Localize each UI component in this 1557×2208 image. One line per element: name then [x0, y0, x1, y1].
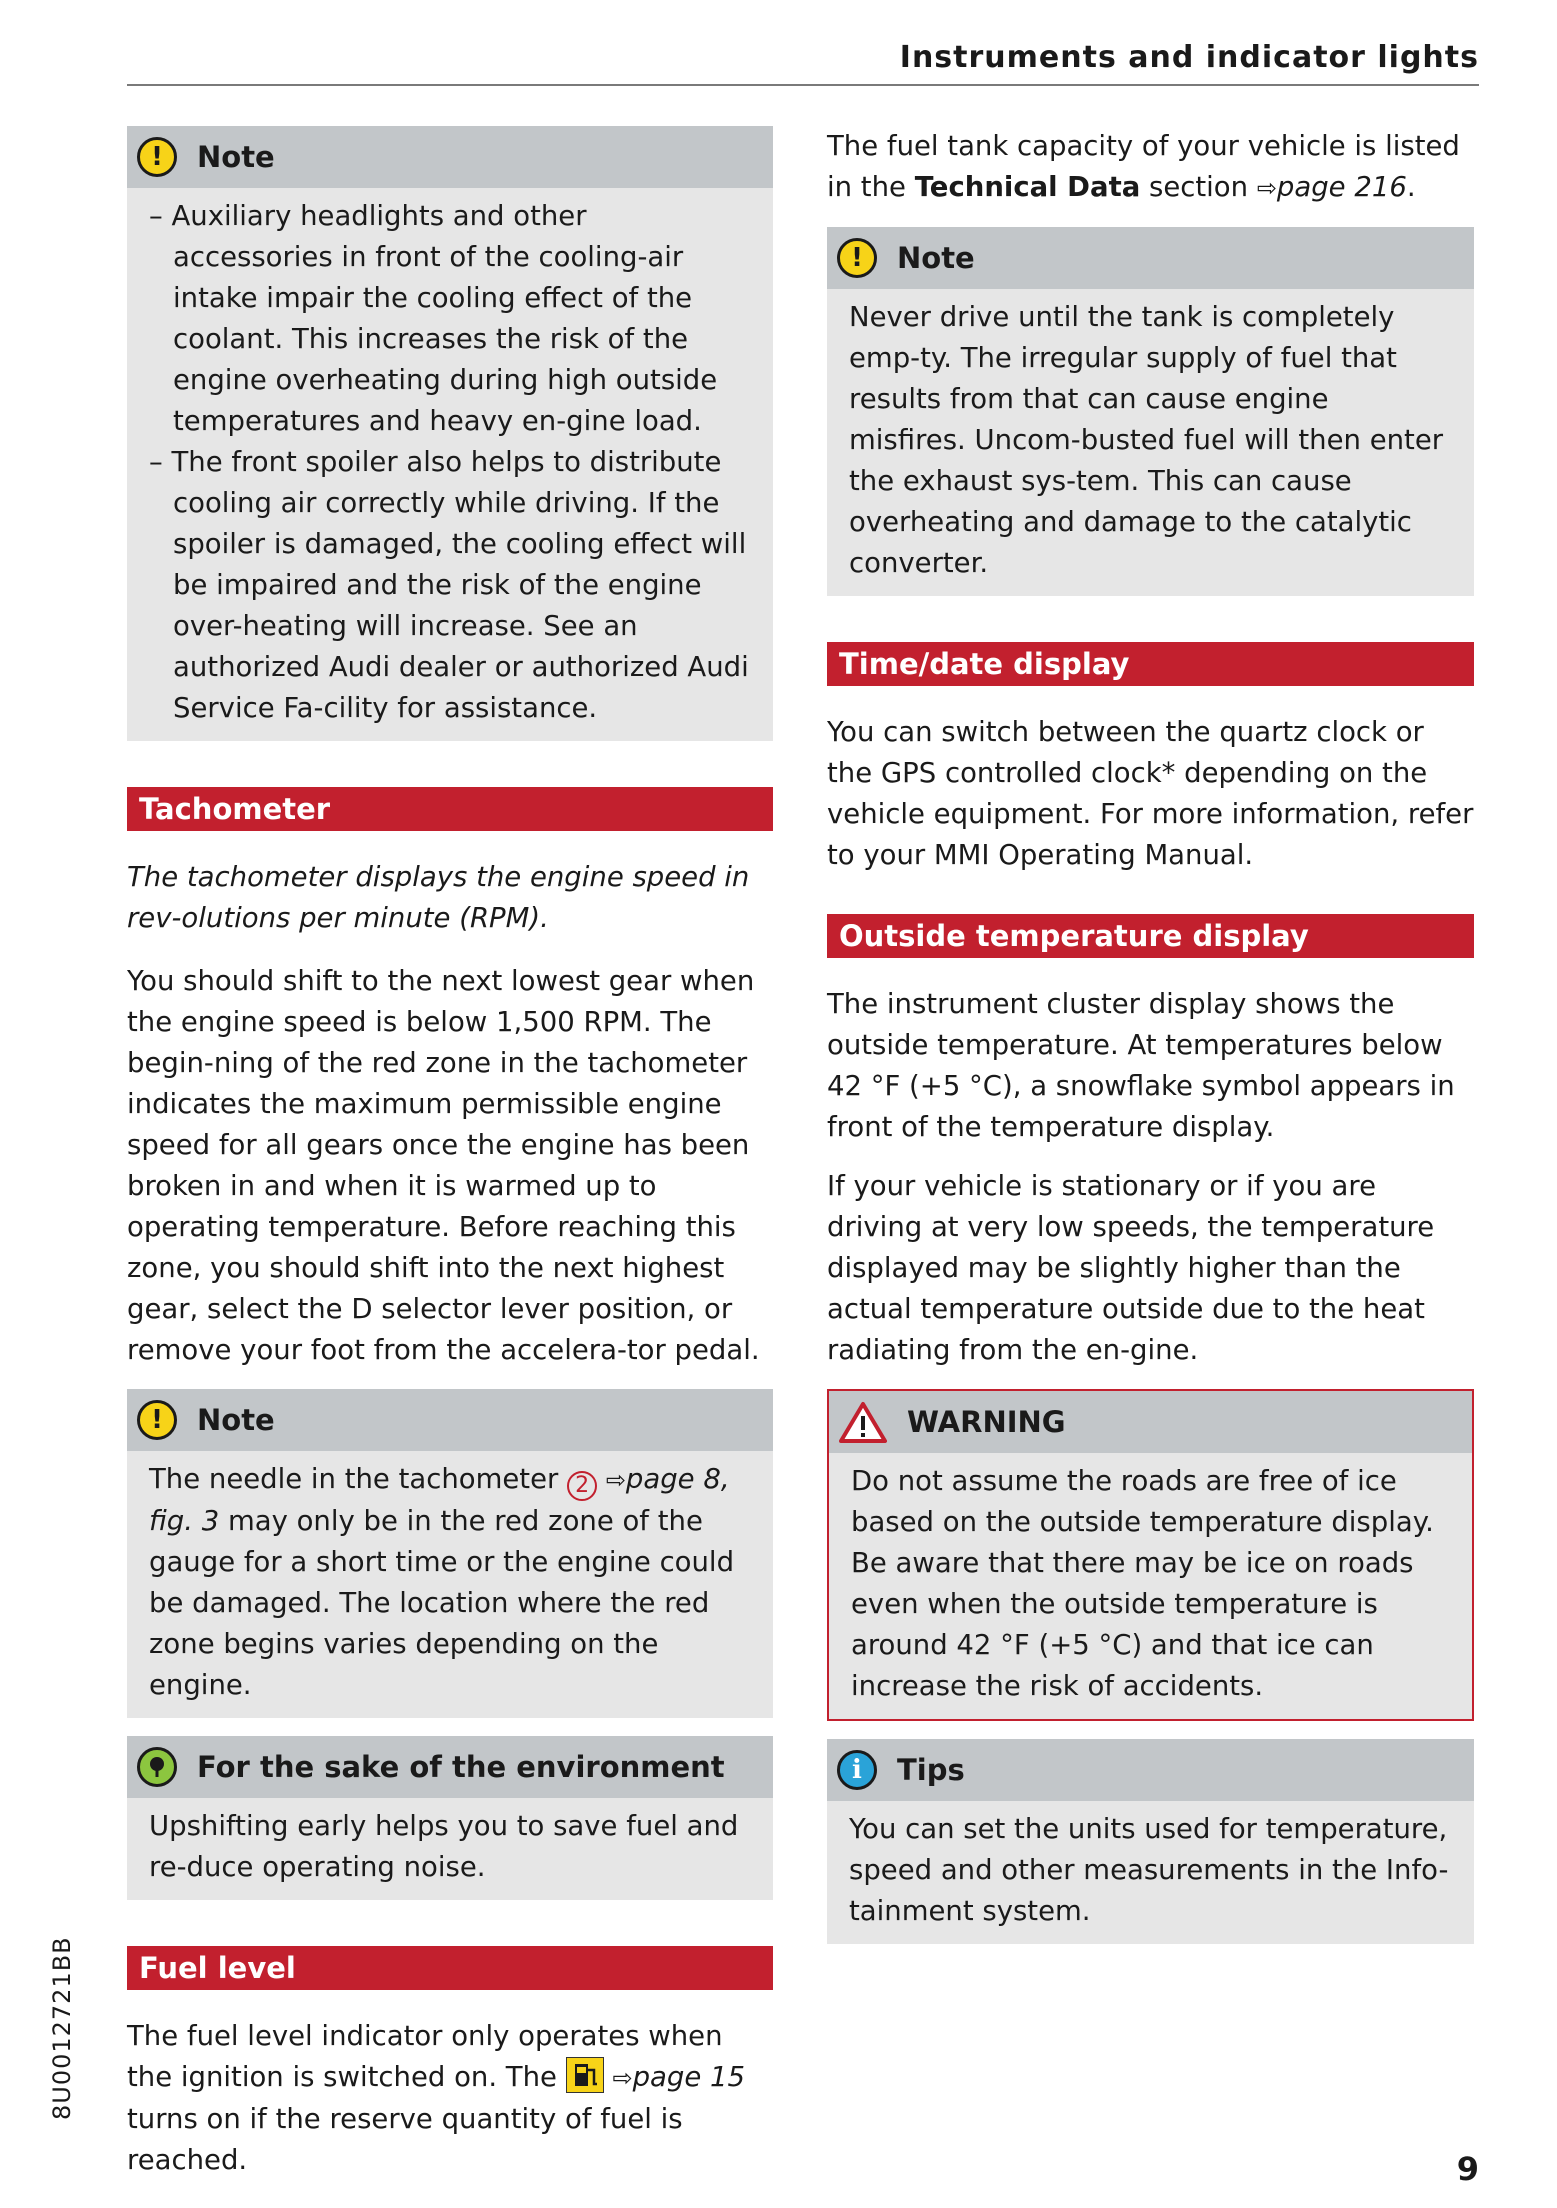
capacity-text-part: . — [1406, 171, 1416, 203]
tips-box — [827, 1739, 1474, 1944]
outside-temp-paragraph-2: If your vehicle is stationary or if you are driving at very low speeds, the temperature displayed may be slightly higher than the actual temperature outside due to the heat radiating from the en-gine. — [827, 1170, 1435, 1366]
note-title: Note — [197, 1403, 275, 1437]
warning-body — [829, 1453, 1472, 1719]
section-heading-fuel-level: Fuel level — [127, 1946, 773, 1990]
page-reference-link[interactable]: page 216 — [1276, 171, 1407, 203]
note-header — [827, 227, 1474, 289]
environment-title: For the sake of the environment — [197, 1750, 725, 1784]
page-reference-link[interactable]: page 15 — [632, 2061, 745, 2093]
fuel-text-part: turns on if the reserve quantity of fuel is reached. — [127, 2103, 683, 2176]
note-title: Note — [197, 140, 275, 174]
outside-temp-paragraph-1: The instrument cluster display shows the outside temperature. At temperatures below 42 °F (+5 °C), a snowflake symbol appears in front of the temperature display. — [827, 988, 1455, 1143]
note-text: Never drive until the tank is completely emp-ty. The irregular supply of fuel that results from that can cause engine misfires. Uncom-busted fuel will then enter the exhaust sys-tem. This can cause overheating and damage to the catalytic converter. — [849, 301, 1444, 579]
note-box-tachometer — [127, 1389, 773, 1718]
tree-icon — [137, 1747, 177, 1787]
environment-text: Upshifting early helps you to save fuel and re-duce operating noise. — [149, 1810, 739, 1883]
capacity-text-part: The fuel tank capacity of your vehicle is listed in the — [827, 130, 1460, 203]
arrow-right-icon: ⇨ — [1256, 174, 1277, 202]
note-box-fuel — [827, 227, 1474, 596]
note-header — [127, 1389, 773, 1451]
page-reference-link[interactable]: page 8, fig. 3 — [149, 1463, 730, 1537]
note-text-part: may only be in the red zone of the gauge for a short time or the engine could be damaged. The location where the red zone begins varies depending on the engine. — [149, 1505, 735, 1701]
note-body — [827, 289, 1474, 596]
exclamation-icon: ! — [837, 238, 877, 278]
tips-text: You can set the units used for temperature, speed and other measurements in the Info-tainment system. — [849, 1813, 1449, 1927]
note-text-part: The needle in the tachometer — [149, 1463, 568, 1495]
note-list-item: – Auxiliary headlights and other accessories in front of the cooling-air intake impair the cooling effect of the coolant. This increases the risk of the engine overheating during high outside temperatures and heavy en-gine load. — [149, 200, 718, 437]
exclamation-icon: ! — [137, 137, 177, 177]
header-rule — [127, 84, 1479, 86]
note-text — [149, 1459, 753, 1706]
note-box-cooling — [127, 126, 773, 741]
note-list-item: – The front spoiler also helps to distribute cooling air correctly while driving. If the spoiler is damaged, the cooling effect will be impaired and the risk of the engine over-heating will increase. See an authorized Audi dealer or authorized Audi Service Fa-cility for assistance. — [149, 446, 749, 724]
section-heading-time-date: Time/date display — [827, 642, 1474, 686]
arrow-right-icon: ⇨ — [605, 1466, 626, 1494]
note-body — [127, 188, 773, 741]
arrow-right-icon: ⇨ — [612, 2064, 633, 2092]
callout-number-icon: 2 — [567, 1471, 597, 1501]
note-header — [127, 126, 773, 188]
running-header: Instruments and indicator lights — [899, 40, 1479, 75]
warning-header — [829, 1391, 1472, 1453]
capacity-text-part: section — [1140, 171, 1257, 203]
environment-header — [127, 1736, 773, 1798]
tips-body — [827, 1801, 1474, 1944]
warning-text: Do not assume the roads are free of ice based on the outside temperature display. Be aware that there may be ice on roads even when the outside temperature is around 42 °F (+5 °C) and that ice can increase the risk of accidents. — [851, 1465, 1434, 1702]
warning-title: WARNING — [907, 1405, 1066, 1439]
tachometer-body: You should shift to the next lowest gear when the engine speed is below 1,500 RPM. The begin-ning of the red zone in the tachometer indicates the maximum permissible engine speed for all gears once the engine has been broken in and when it is warmed up to operating temperature. Before reaching this zone, you should shift into the next highest gear, select the D selector lever position, or remove your foot from the accelera-tor pedal. — [127, 965, 760, 1366]
note-list — [149, 196, 753, 729]
tachometer-intro: The tachometer displays the engine speed in rev-olutions per minute (RPM). — [127, 861, 750, 934]
fuel-level-text — [127, 2016, 773, 2181]
warning-box — [827, 1389, 1474, 1721]
section-heading-tachometer: Tachometer — [127, 787, 773, 831]
page-number: 9 — [1456, 2150, 1479, 2188]
left-column — [127, 126, 773, 2199]
tips-title: Tips — [897, 1753, 965, 1787]
document-code: 8U0012721BB — [48, 1936, 76, 2120]
environment-body — [127, 1798, 773, 1900]
technical-data-label: Technical Data — [914, 171, 1141, 203]
exclamation-icon: ! — [137, 1400, 177, 1440]
note-title: Note — [897, 241, 975, 275]
fuel-text-part: The fuel level indicator only operates when the ignition is switched on. The — [127, 2020, 723, 2093]
fuel-pump-icon — [566, 2057, 604, 2093]
environment-box — [127, 1736, 773, 1900]
warning-triangle-icon — [839, 1401, 887, 1443]
time-date-text: You can switch between the quartz clock or the GPS controlled clock* depending on the vehicle equipment. For more information, refer to your MMI Operating Manual. — [827, 716, 1474, 871]
info-icon: i — [837, 1750, 877, 1790]
section-heading-outside-temperature: Outside temperature display — [827, 914, 1474, 958]
tips-header — [827, 1739, 1474, 1801]
note-body — [127, 1451, 773, 1718]
fuel-capacity-text — [827, 126, 1474, 209]
right-column — [827, 126, 1474, 1962]
